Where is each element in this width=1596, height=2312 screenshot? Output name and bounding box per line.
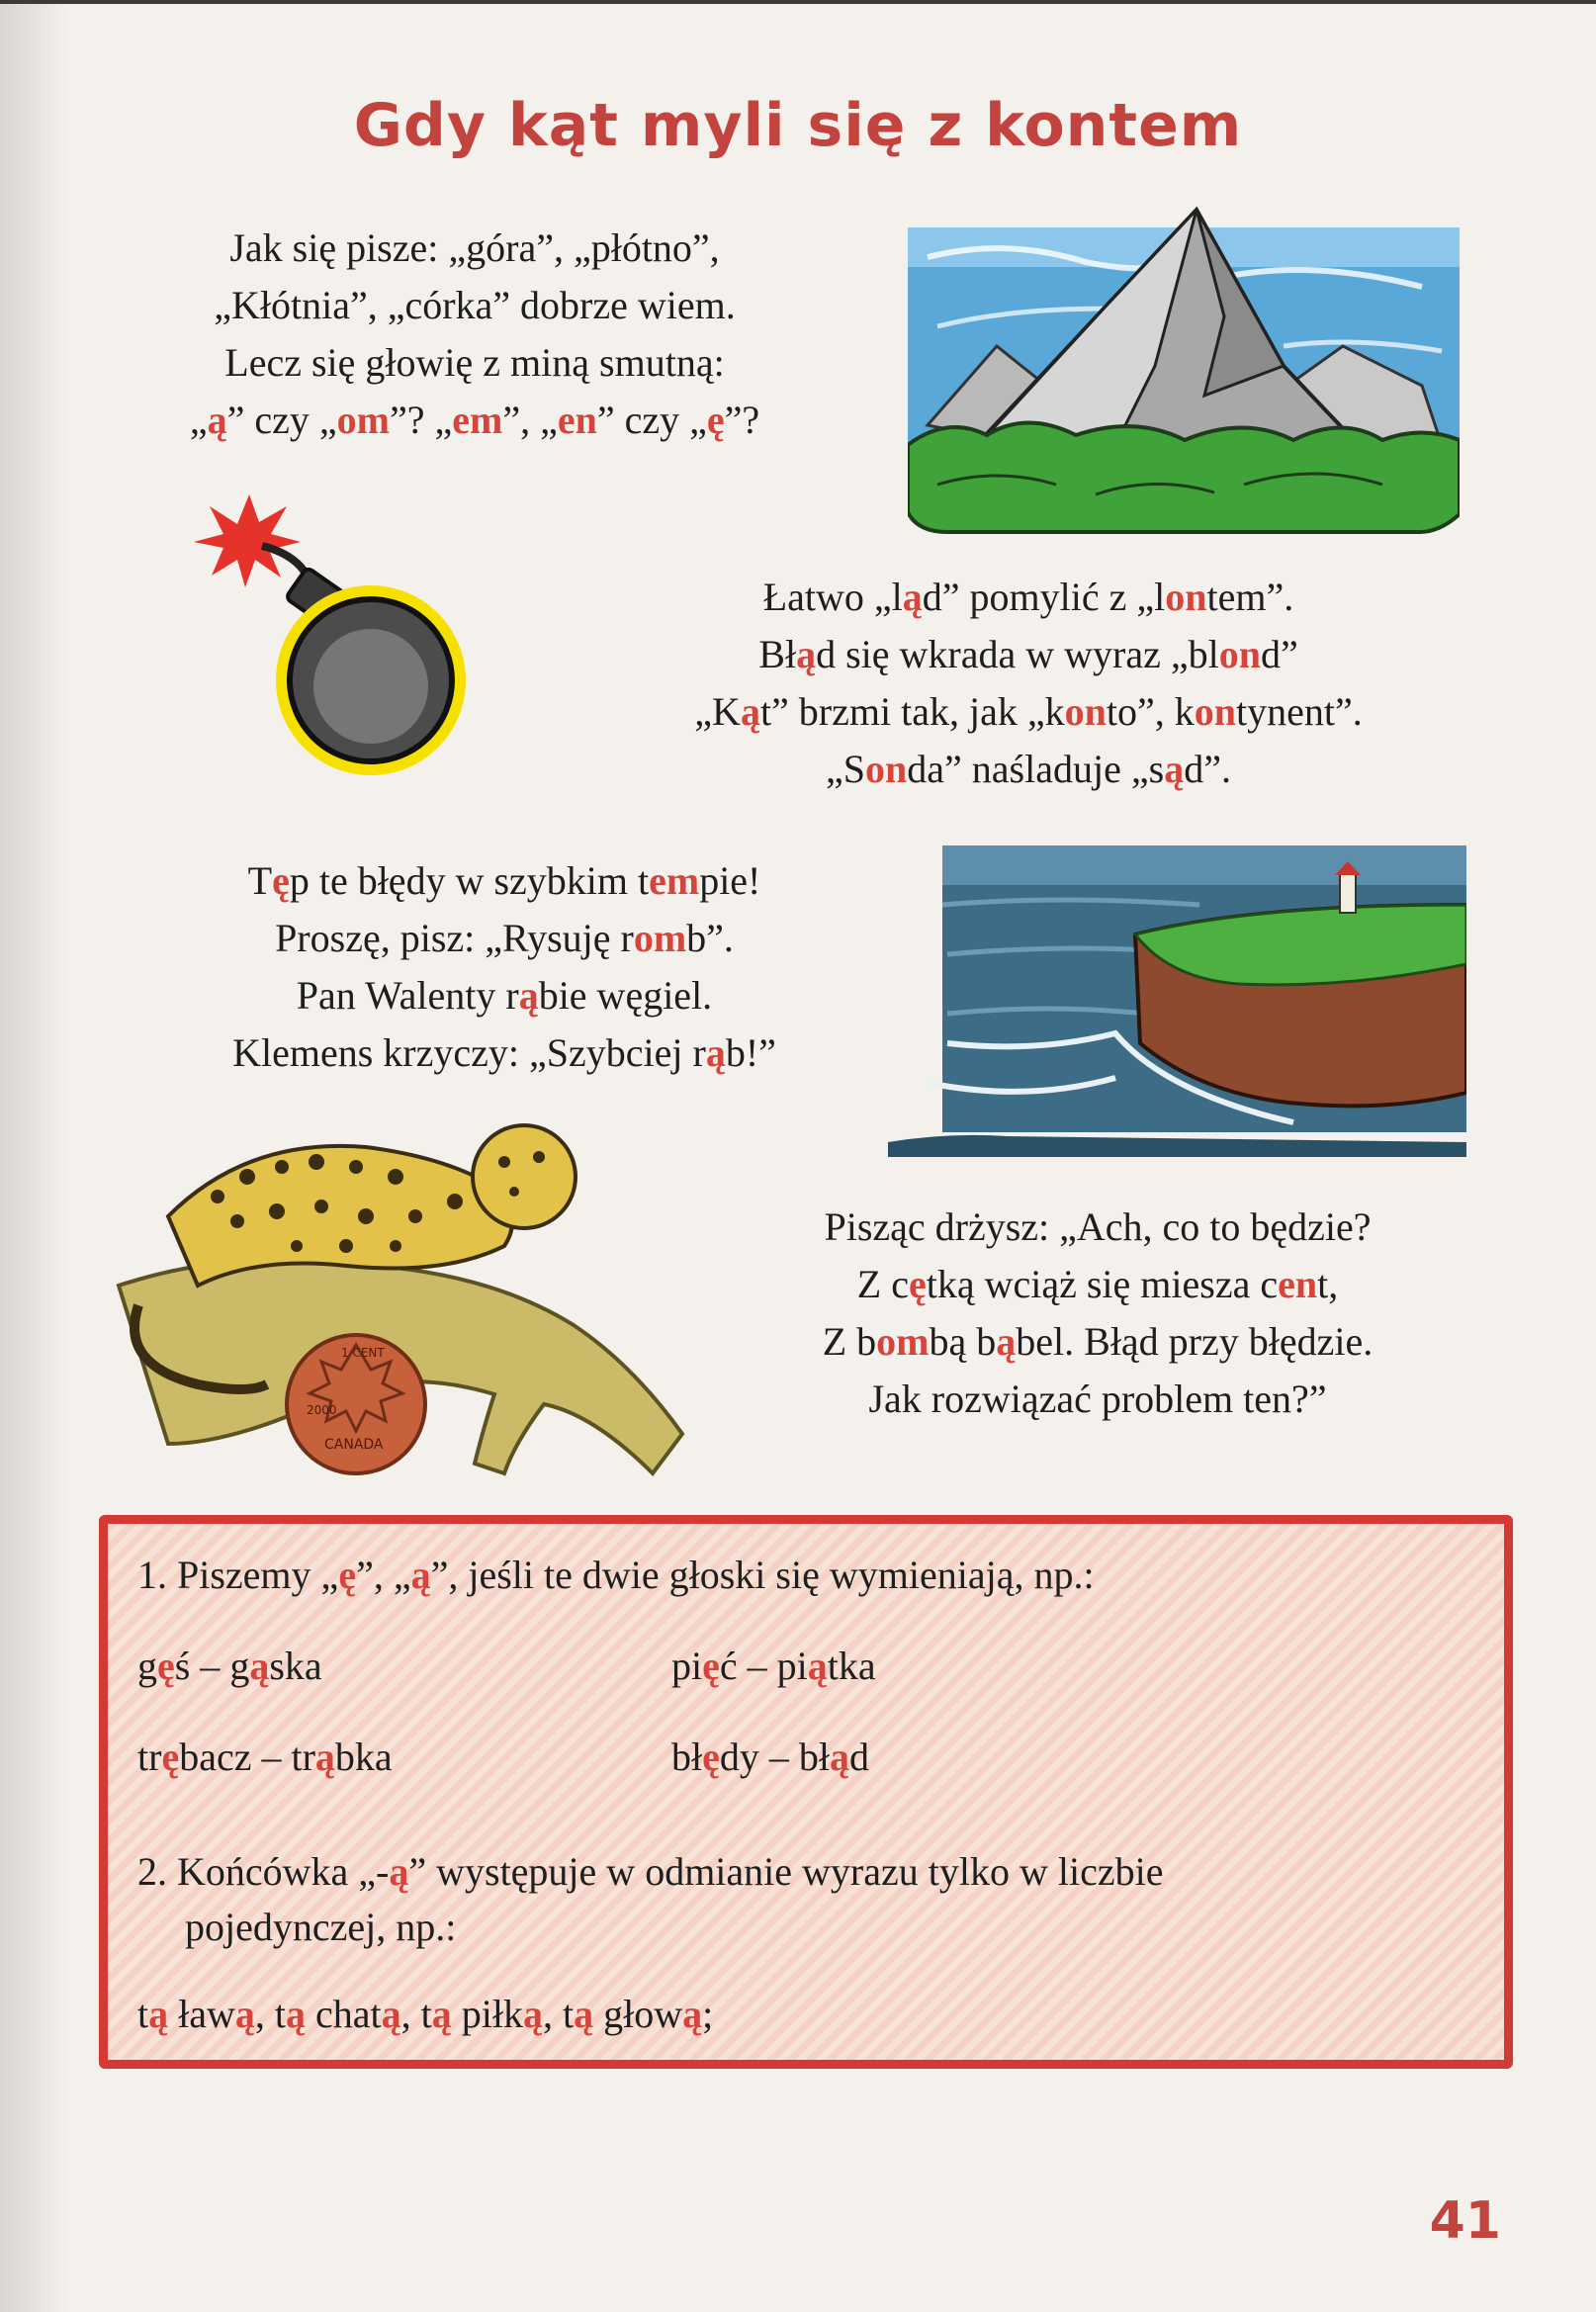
bomb-illustration xyxy=(168,485,504,781)
rule-1-example-d xyxy=(671,1734,869,1780)
page-number: 41 xyxy=(1429,2191,1501,2251)
text-segment: pi xyxy=(671,1644,703,1688)
highlighted-letters: ą xyxy=(381,1992,401,2036)
text-segment: tką wciąż się miesza c xyxy=(926,1262,1279,1306)
text-segment: T xyxy=(247,858,273,903)
verse-line xyxy=(583,569,1473,626)
text-segment: bacz – tr xyxy=(179,1734,315,1779)
verse-line xyxy=(99,220,850,277)
highlighted-letters: ą xyxy=(286,1992,307,2036)
stanza-2 xyxy=(583,569,1473,798)
page-title: Gdy kąt myli się z kontem xyxy=(353,91,1243,160)
text-segment: „ xyxy=(189,398,208,442)
text-segment: Lecz się głowię z miną smutną: xyxy=(224,340,725,385)
stanza-4 xyxy=(712,1199,1483,1428)
highlighted-letters: en xyxy=(1278,1262,1318,1306)
highlighted-letters: em xyxy=(649,858,700,903)
text-segment: tem”. xyxy=(1206,575,1294,619)
highlighted-letters: ą xyxy=(807,1644,828,1688)
rule-1-text xyxy=(137,1552,1095,1598)
text-segment: p te błędy w szybkim t xyxy=(289,858,650,903)
verse-line xyxy=(99,334,850,392)
highlighted-letters: ą xyxy=(574,1992,594,2036)
text-segment: Pisząc drżysz: „Ach, co to będzie? xyxy=(824,1204,1372,1249)
text-segment: ; xyxy=(702,1992,714,2036)
highlighted-letters: ą xyxy=(249,1644,270,1688)
coin-year-label: 2000 xyxy=(307,1403,337,1417)
highlighted-letters: ą xyxy=(431,1992,452,2036)
rule-1-example-a xyxy=(137,1643,322,1689)
text-segment: t” brzmi tak, jak „k xyxy=(759,689,1065,734)
text-segment: d xyxy=(849,1734,870,1779)
text-segment: bł xyxy=(671,1734,703,1779)
text-segment: b”. xyxy=(686,916,734,960)
text-segment: Z b xyxy=(822,1319,877,1364)
highlighted-letters: ą xyxy=(1164,747,1185,791)
text-segment: tynent”. xyxy=(1235,689,1363,734)
verse-line xyxy=(138,910,870,967)
text-segment: d się wkrada w wyraz „bl xyxy=(816,632,1219,676)
text-segment: Proszę, pisz: „Rysuję r xyxy=(275,916,634,960)
text-segment: ” występuje w odmianie wyrazu tylko w liczbie xyxy=(408,1849,1164,1894)
highlighted-letters: on xyxy=(1218,632,1261,676)
text-segment: g xyxy=(137,1644,157,1688)
text-segment: chat xyxy=(306,1992,382,2036)
text-segment: 2. Końcówka „- xyxy=(137,1849,390,1894)
text-segment: ”, „ xyxy=(502,398,558,442)
text-segment: ” czy „ xyxy=(226,398,337,442)
text-segment: d”. xyxy=(1184,747,1231,791)
leopard-illustration xyxy=(99,1108,742,1483)
highlighted-letters: ą xyxy=(796,632,817,676)
verse-line xyxy=(138,967,870,1024)
mountain-illustration xyxy=(908,198,1460,539)
text-segment: b!” xyxy=(725,1030,776,1075)
text-segment: Jak się pisze: „góra”, „płótno”, xyxy=(229,225,720,270)
text-segment: , t xyxy=(543,1992,575,2036)
text-segment: Łatwo „l xyxy=(762,575,903,619)
text-segment: „Kłótnia”, „córka” dobrze wiem. xyxy=(214,283,736,327)
highlighted-letters: om xyxy=(336,398,390,442)
spelling-rule-box xyxy=(99,1515,1513,2069)
highlighted-letters: ą xyxy=(518,973,539,1018)
text-segment: d” pomylić z „l xyxy=(922,575,1166,619)
highlighted-letters: on xyxy=(1064,689,1107,734)
highlighted-letters: ę xyxy=(908,1262,927,1306)
highlighted-letters: ą xyxy=(148,1992,169,2036)
highlighted-letters: ą xyxy=(410,1553,431,1597)
text-segment: „K xyxy=(694,689,741,734)
stanza-3 xyxy=(138,852,870,1082)
text-segment: Bł xyxy=(758,632,797,676)
highlighted-letters: ą xyxy=(830,1734,850,1779)
highlighted-letters: ę xyxy=(338,1553,357,1597)
highlighted-letters: om xyxy=(633,916,687,960)
verse-line xyxy=(583,683,1473,741)
text-segment: pie! xyxy=(699,858,761,903)
text-segment: to”, k xyxy=(1106,689,1195,734)
text-segment: t xyxy=(137,1992,149,2036)
coast-lighthouse-illustration xyxy=(888,845,1466,1157)
text-segment: tka xyxy=(827,1644,876,1688)
text-segment: ”? „ xyxy=(389,398,453,442)
rule-2-text xyxy=(137,1848,1163,1895)
text-segment: Pan Walenty r xyxy=(296,973,519,1018)
highlighted-letters: ą xyxy=(682,1992,703,2036)
page-binding-shadow xyxy=(0,0,69,2312)
highlighted-letters: ą xyxy=(389,1849,409,1894)
highlighted-letters: on xyxy=(865,747,908,791)
text-segment: ś – g xyxy=(174,1644,250,1688)
text-segment: Z c xyxy=(856,1262,909,1306)
verse-line xyxy=(712,1199,1483,1256)
highlighted-letters: ą xyxy=(314,1734,335,1779)
text-segment: ć – pi xyxy=(719,1644,808,1688)
text-segment: piłk xyxy=(451,1992,523,2036)
highlighted-letters: on xyxy=(1194,689,1236,734)
text-segment: bie węgiel. xyxy=(538,973,713,1018)
verse-line xyxy=(99,392,850,449)
text-segment: ław xyxy=(168,1992,235,2036)
highlighted-letters: ą xyxy=(523,1992,543,2036)
text-segment: bel. Błąd przy błędzie. xyxy=(1016,1319,1374,1364)
highlighted-letters: ę xyxy=(161,1734,180,1779)
verse-line xyxy=(712,1256,1483,1313)
highlighted-letters: ą xyxy=(902,575,923,619)
text-segment: dy – bł xyxy=(719,1734,831,1779)
verse-line xyxy=(99,277,850,334)
highlighted-letters: ą xyxy=(740,689,760,734)
highlighted-letters: ę xyxy=(272,858,290,903)
verse-line xyxy=(138,1024,870,1082)
page-top-edge xyxy=(0,0,1596,4)
highlighted-letters: ą xyxy=(234,1992,255,2036)
coin-country-label: CANADA xyxy=(324,1437,384,1453)
highlighted-letters: ę xyxy=(702,1644,720,1688)
text-segment: pojedynczej, np.: xyxy=(185,1905,457,1949)
rule-2-text-cont xyxy=(185,1904,456,1950)
rule-2-example xyxy=(137,1991,713,2037)
text-segment: d” xyxy=(1260,632,1298,676)
highlighted-letters: ą xyxy=(996,1319,1017,1364)
text-segment: ”, „ xyxy=(356,1553,411,1597)
verse-line xyxy=(583,741,1473,798)
verse-line xyxy=(583,626,1473,683)
highlighted-letters: ą xyxy=(207,398,227,442)
text-segment: Jak rozwiązać problem ten?” xyxy=(868,1377,1327,1421)
text-segment: tr xyxy=(137,1734,162,1779)
highlighted-letters: ę xyxy=(706,398,725,442)
highlighted-letters: ę xyxy=(702,1734,720,1779)
text-segment: bka xyxy=(334,1734,393,1779)
text-segment: „S xyxy=(826,747,866,791)
text-segment: Klemens krzyczy: „Szybciej r xyxy=(232,1030,706,1075)
highlighted-letters: on xyxy=(1165,575,1207,619)
text-segment: , t xyxy=(254,1992,287,2036)
text-segment: głow xyxy=(593,1992,683,2036)
highlighted-letters: em xyxy=(452,398,503,442)
text-segment: bą b xyxy=(929,1319,997,1364)
text-segment: ” czy „ xyxy=(596,398,707,442)
highlighted-letters: ą xyxy=(705,1030,726,1075)
text-segment: ”, jeśli te dwie głoski się wymieniają, np.: xyxy=(430,1553,1095,1597)
stanza-1 xyxy=(99,220,850,449)
highlighted-letters: en xyxy=(557,398,597,442)
text-segment: , t xyxy=(400,1992,432,2036)
highlighted-letters: om xyxy=(876,1319,930,1364)
highlighted-letters: ę xyxy=(157,1644,175,1688)
rule-1-example-c xyxy=(137,1734,393,1780)
rule-1-example-b xyxy=(671,1643,876,1689)
text-segment: da” naśladuje „s xyxy=(907,747,1165,791)
verse-line xyxy=(138,852,870,910)
coin-cent-label: 1 CENT xyxy=(341,1346,385,1360)
verse-line xyxy=(712,1371,1483,1428)
text-segment: ska xyxy=(269,1644,322,1688)
verse-line xyxy=(712,1313,1483,1371)
text-segment: t, xyxy=(1317,1262,1339,1306)
text-segment: ”? xyxy=(724,398,760,442)
text-segment: 1. Piszemy „ xyxy=(137,1553,339,1597)
